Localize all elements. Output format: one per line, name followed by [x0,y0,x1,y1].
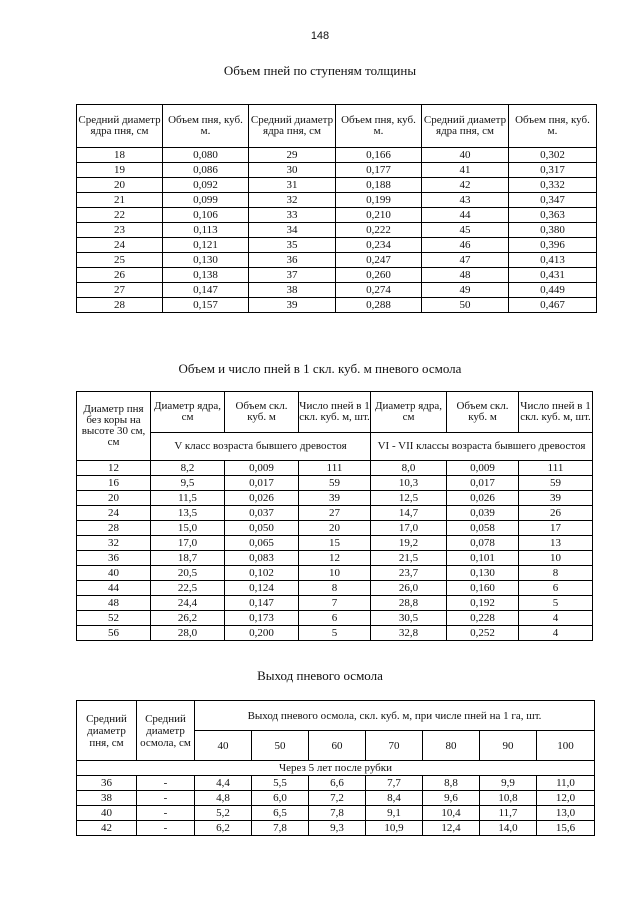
table3-row [77,791,595,806]
table-cell: 0,317 [509,163,597,178]
table2-group-v: V класс возраста бывшего древостоя [151,433,371,461]
table-cell: 0,363 [509,208,597,223]
table-cell: 0,228 [447,611,519,626]
table-cell: 20 [299,521,371,536]
table-cell: 17,0 [151,536,225,551]
table-cell: 32 [249,193,336,208]
table-cell: 12 [77,461,151,476]
table3-count-cell: 80 [423,731,480,761]
table1-row [77,193,597,208]
table-cell: 38 [249,283,336,298]
table-cell: 0,124 [225,581,299,596]
table-cell: 0,160 [447,581,519,596]
table-cell: 45 [422,223,509,238]
table-cell: 30,5 [371,611,447,626]
table2-header-cell: Объем скл. куб. м [447,392,519,433]
table-cell: 8,0 [371,461,447,476]
table-cell: 0,037 [225,506,299,521]
table2-row [77,506,593,521]
table1-header-cell: Объем пня, куб. м. [509,105,597,148]
table-cell: 27 [77,283,163,298]
table-cell: 7,8 [252,821,309,836]
table2-header-cell: Число пней в 1 скл. куб. м, шт. [299,392,371,433]
table-cell: 0,332 [509,178,597,193]
table-cell: 0,188 [336,178,422,193]
table-cell: 0,252 [447,626,519,641]
table-cell: 0,106 [163,208,249,223]
table2-body [77,461,593,641]
table-cell: 40 [77,566,151,581]
table-cell: 15 [299,536,371,551]
resin-stumps-table [76,391,593,641]
table-cell: 37 [249,268,336,283]
table-cell: 0,166 [336,148,422,163]
table2-row [77,461,593,476]
table-cell: 0,130 [447,566,519,581]
table-cell: 9,6 [423,791,480,806]
table-cell: 0,396 [509,238,597,253]
table-cell: 9,5 [151,476,225,491]
table-cell: 0,113 [163,223,249,238]
table-cell: 10 [299,566,371,581]
table-cell: 0,138 [163,268,249,283]
table-cell: 18 [77,148,163,163]
table-cell: 11,0 [537,776,595,791]
table2-row [77,566,593,581]
table-cell: 19,2 [371,536,447,551]
table-cell: 0,413 [509,253,597,268]
table-cell: 9,1 [366,806,423,821]
table-cell: 40 [77,806,137,821]
table-cell: 41 [422,163,509,178]
table-cell: 22,5 [151,581,225,596]
table-cell: 0,147 [163,283,249,298]
table-cell: 23 [77,223,163,238]
table-cell: - [137,806,195,821]
table-cell: 28 [77,298,163,313]
table-cell: 13,5 [151,506,225,521]
table-cell: 0,380 [509,223,597,238]
table-cell: 4,4 [195,776,252,791]
table2-row [77,491,593,506]
table-cell: 0,083 [225,551,299,566]
table-cell: 23,7 [371,566,447,581]
table-cell: 0,026 [447,491,519,506]
table1-row [77,253,597,268]
table2-group-row [77,433,593,461]
table-cell: 0,009 [447,461,519,476]
table-cell: 12,5 [371,491,447,506]
table-cell: 6 [299,611,371,626]
table-cell: 0,009 [225,461,299,476]
table-cell: 15,0 [151,521,225,536]
resin-yield-table [76,700,595,836]
table-cell: 111 [519,461,593,476]
table-cell: 0,101 [447,551,519,566]
table3-header-stump-diameter: Средний диаметр пня, см [77,701,137,761]
table-cell: 0,347 [509,193,597,208]
table-cell: 25 [77,253,163,268]
table-cell: 6,2 [195,821,252,836]
table-cell: 7 [299,596,371,611]
table2-row [77,626,593,641]
table-cell: 59 [519,476,593,491]
table-cell: 26,2 [151,611,225,626]
table3-header-resin-diameter: Средний диаметр осмола, см [137,701,195,761]
table-cell: 0,147 [225,596,299,611]
table2-row [77,536,593,551]
table-cell: 42 [422,178,509,193]
table-cell: 39 [249,298,336,313]
table-cell: 0,431 [509,268,597,283]
table-cell: 31 [249,178,336,193]
stump-volume-table [76,104,597,313]
table-cell: 6,5 [252,806,309,821]
table2-header-cell: Объем скл. куб. м [225,392,299,433]
table-cell: 24 [77,506,151,521]
table2-header-cell: Диаметр ядра, см [371,392,447,433]
table-cell: 0,099 [163,193,249,208]
table-cell: 21 [77,193,163,208]
table-cell: 48 [77,596,151,611]
table-cell: 0,086 [163,163,249,178]
table3-count-cell: 60 [309,731,366,761]
table-cell: 14,0 [480,821,537,836]
table3-row [77,821,595,836]
table-cell: 0,302 [509,148,597,163]
table-cell: 0,050 [225,521,299,536]
table-cell: 20,5 [151,566,225,581]
table-cell: 0,017 [225,476,299,491]
table-cell: 9,3 [309,821,366,836]
table1-row [77,298,597,313]
table-cell: 14,7 [371,506,447,521]
table-cell: 38 [77,791,137,806]
table-cell: 8,8 [423,776,480,791]
table-cell: 0,449 [509,283,597,298]
table3-row [77,776,595,791]
table3-title: Выход пневого осмола [257,668,383,683]
table3-count-cell: 50 [252,731,309,761]
table-cell: 8,4 [366,791,423,806]
table2-row [77,596,593,611]
table-cell: 26,0 [371,581,447,596]
table-cell: 6,6 [309,776,366,791]
table3-count-cell: 90 [480,731,537,761]
table-cell: 8 [519,566,593,581]
table1-body [77,148,597,313]
table-cell: 40 [422,148,509,163]
table-cell: 0,026 [225,491,299,506]
table2-row [77,551,593,566]
table-cell: 0,102 [225,566,299,581]
table2-title: Объем и число пней в 1 скл. куб. м пневого осмола [178,361,462,376]
table-cell: 111 [299,461,371,476]
table-cell: 13 [519,536,593,551]
table-cell: 13,0 [537,806,595,821]
table1-row [77,223,597,238]
table2-header-cell: Диаметр ядра, см [151,392,225,433]
table-cell: 0,274 [336,283,422,298]
table2-group-vi: VI - VII классы возраста бывшего древостоя [371,433,593,461]
table-cell: 6 [519,581,593,596]
table-cell: 20 [77,491,151,506]
table-cell: 44 [422,208,509,223]
table-cell: 0,080 [163,148,249,163]
table-cell: 0,039 [447,506,519,521]
table-cell: 0,467 [509,298,597,313]
table1-header-row [77,105,597,148]
table-cell: 28,8 [371,596,447,611]
table1-row [77,238,597,253]
table3-subheading-row [77,761,595,776]
table-cell: 28,0 [151,626,225,641]
table1-row [77,283,597,298]
table-cell: 32 [77,536,151,551]
table-cell: 0,078 [447,536,519,551]
table1-title: Объем пней по ступеням толщины [223,63,417,78]
table-cell: 0,173 [225,611,299,626]
table-cell: 6,0 [252,791,309,806]
table-cell: 0,288 [336,298,422,313]
table-cell: 35 [249,238,336,253]
table-cell: 0,222 [336,223,422,238]
table-cell: 10,8 [480,791,537,806]
table-cell: 7,7 [366,776,423,791]
table-cell: 29 [249,148,336,163]
table-cell: 17,0 [371,521,447,536]
table3-count-cell: 40 [195,731,252,761]
table-cell: 0,210 [336,208,422,223]
table-cell: 0,017 [447,476,519,491]
table-cell: 26 [519,506,593,521]
table-cell: 0,092 [163,178,249,193]
table-cell: 0,192 [447,596,519,611]
table2-row [77,611,593,626]
table-cell: 39 [299,491,371,506]
table-cell: 48 [422,268,509,283]
table2-header-row [77,392,593,433]
table-cell: 22 [77,208,163,223]
table-cell: 32,8 [371,626,447,641]
table-cell: 7,2 [309,791,366,806]
table-cell: 36 [77,551,151,566]
table-cell: 50 [422,298,509,313]
table-cell: 0,199 [336,193,422,208]
table-cell: 56 [77,626,151,641]
table-cell: 7,8 [309,806,366,821]
table-cell: 10,3 [371,476,447,491]
table2-row [77,476,593,491]
table-cell: 49 [422,283,509,298]
table-cell: 24,4 [151,596,225,611]
table-cell: 42 [77,821,137,836]
table-cell: - [137,791,195,806]
table-cell: 15,6 [537,821,595,836]
table2-row [77,581,593,596]
table-cell: 5 [299,626,371,641]
table-cell: 24 [77,238,163,253]
table3-subheading: Через 5 лет после рубки [77,761,595,776]
table-cell: 20 [77,178,163,193]
table-cell: 36 [249,253,336,268]
table3-header-row [77,701,595,731]
table-cell: 30 [249,163,336,178]
table-cell: 10,9 [366,821,423,836]
table-cell: 0,260 [336,268,422,283]
page-number: 148 [310,30,330,42]
table-cell: 0,157 [163,298,249,313]
table-cell: 12,0 [537,791,595,806]
table-cell: 33 [249,208,336,223]
table-cell: 8 [299,581,371,596]
table-cell: 16 [77,476,151,491]
table-cell: 12,4 [423,821,480,836]
table-cell: 27 [299,506,371,521]
table1-header-cell: Объем пня, куб. м. [163,105,249,148]
table-cell: 10,4 [423,806,480,821]
table-cell: 5,5 [252,776,309,791]
table-cell: 0,200 [225,626,299,641]
table1-header-cell: Средний диаметр ядра пня, см [249,105,336,148]
table1-row [77,163,597,178]
table-cell: 0,247 [336,253,422,268]
table-cell: 11,7 [480,806,537,821]
table-cell: 43 [422,193,509,208]
table2-row [77,521,593,536]
table-cell: 34 [249,223,336,238]
table-cell: 9,9 [480,776,537,791]
table1-header-cell: Средний диаметр ядра пня, см [77,105,163,148]
table-cell: 28 [77,521,151,536]
table2-header-diameter: Диаметр пня без коры на высоте 30 см, см [77,392,151,461]
table-cell: 12 [299,551,371,566]
table-cell: 36 [77,776,137,791]
table3-row [77,806,595,821]
table2-header-cell: Число пней в 1 скл. куб. м, шт. [519,392,593,433]
table-cell: 0,177 [336,163,422,178]
table-cell: 4,8 [195,791,252,806]
table1-header-cell: Объем пня, куб. м. [336,105,422,148]
table-cell: 0,121 [163,238,249,253]
table1-row [77,208,597,223]
table1-row [77,178,597,193]
table-cell: 0,234 [336,238,422,253]
table-cell: 59 [299,476,371,491]
table-cell: 8,2 [151,461,225,476]
table-cell: 11,5 [151,491,225,506]
table-cell: 5 [519,596,593,611]
table3-header-group: Выход пневого осмола, скл. куб. м, при числе пней на 1 га, шт. [195,701,595,731]
table-cell: 10 [519,551,593,566]
table1-row [77,148,597,163]
table-cell: 18,7 [151,551,225,566]
table-cell: - [137,821,195,836]
table-cell: 5,2 [195,806,252,821]
table-cell: 0,130 [163,253,249,268]
table-cell: 0,065 [225,536,299,551]
table-cell: 52 [77,611,151,626]
table-cell: 0,058 [447,521,519,536]
table-cell: 4 [519,611,593,626]
table3-count-cell: 100 [537,731,595,761]
table3-count-cell: 70 [366,731,423,761]
table-cell: 19 [77,163,163,178]
table3-body [77,761,595,836]
table-cell: 21,5 [371,551,447,566]
table-cell: 46 [422,238,509,253]
table-cell: 44 [77,581,151,596]
table1-row [77,268,597,283]
table-cell: 17 [519,521,593,536]
table-cell: 47 [422,253,509,268]
table-cell: 39 [519,491,593,506]
table-cell: 26 [77,268,163,283]
table1-header-cell: Средний диаметр ядра пня, см [422,105,509,148]
table-cell: - [137,776,195,791]
table-cell: 4 [519,626,593,641]
